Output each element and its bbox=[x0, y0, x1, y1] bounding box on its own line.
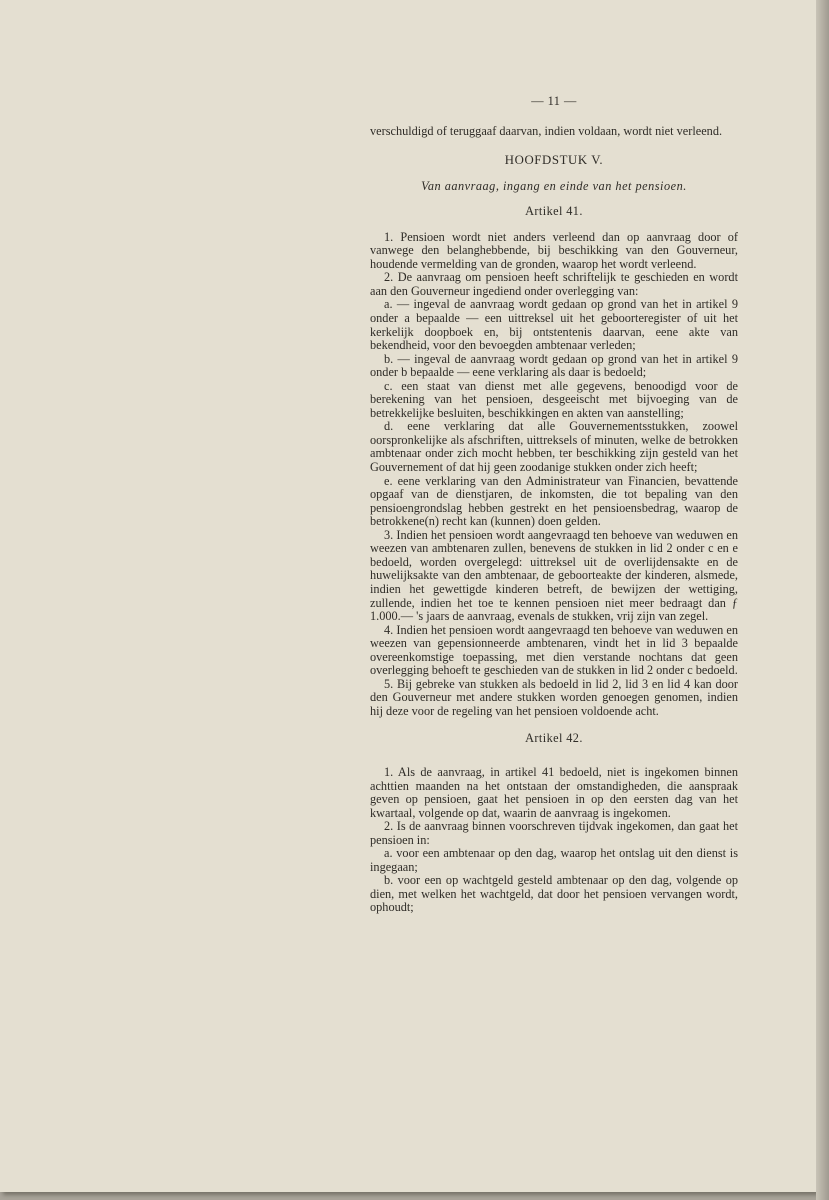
article-42-paragraph: 2. Is de aanvraag binnen voorschreven tijdvak ingekomen, dan gaat het pensioen in: bbox=[370, 819, 738, 847]
article-41-paragraph: a. — ingeval de aanvraag wordt gedaan op grond van het in artikel 9 onder a bepaalde — een uittreksel uit het geboorteregister of uit het kerkelijk doopboek en, bij ontstentenis daarvan, eene akte van bekendheid, voor den bevoegden ambtenaar verleden; bbox=[370, 297, 738, 353]
article-41-paragraph: c. een staat van dienst met alle gegevens, benoodigd voor de berekening van het pensioen, desgeeischt met bijvoeging van de betrekkelijke besluiten, beschikkingen en akten van aanstelling; bbox=[370, 378, 738, 420]
article-41-paragraph: 5. Bij gebreke van stukken als bedoeld in lid 2, lid 3 en lid 4 kan door den Gouverneur met andere stukken worden genoegen genomen, indien hij deze voor de regeling van het pensioen voldoende acht. bbox=[370, 676, 738, 718]
article-42-paragraph: b. voor een op wachtgeld gesteld ambtenaar op den dag, volgende op dien, met welken het wachtgeld, dat door het pensioen vervangen wordt, ophoudt; bbox=[370, 873, 738, 915]
article-41-paragraph: 4. Indien het pensioen wordt aangevraagd ten behoeve van weduwen en weezen van gepensionneerde ambtenaren, vindt het in lid 3 bepaalde overeenkomstige toepassing, met dien verstande nochtans dat geen overlegging behoeft te geschieden van de stukken in lid 2 onder c bedoeld. bbox=[370, 622, 738, 678]
text-column bbox=[370, 95, 738, 915]
page-number: — 11 — bbox=[531, 94, 577, 108]
opening-text: verschuldigd of teruggaaf daarvan, indien voldaan, wordt niet verleend. bbox=[370, 123, 723, 138]
article-41-paragraph: 1. Pensioen wordt niet anders verleend dan op aanvraag door of vanwege den belanghebbende, bij beschikking van den Gouverneur, houdende vermelding van de gronden, waarop het wordt verleend. bbox=[370, 229, 738, 271]
article-41-paragraph: d. eene verklaring dat alle Gouvernementsstukken, zoowel oorspronkelijke als afschriften, uittreksels of minuten, welke de betrokken ambtenaar onder zich mocht hebben, ter beschikking zijn gesteld van het Gouvernement of dat hij geen zoodanige stukken onder zich heeft; bbox=[370, 419, 738, 475]
article-42-paragraph: a. voor een ambtenaar op den dag, waarop het ontslag uit den dienst is ingegaan; bbox=[370, 846, 738, 874]
article-42-paragraph: 1. Als de aanvraag, in artikel 41 bedoeld, niet is ingekomen binnen achttien maanden na het ontstaan der omstandigheden, die aanspraak geven op pensioen, gaat het pensioen in op den eersten dag van het kwartaal, volgende op dat, waarin de aanvraag is ingekomen. bbox=[370, 764, 738, 820]
page-edge bbox=[816, 0, 829, 1200]
article-41-paragraph: b. — ingeval de aanvraag wordt gedaan op grond van het in artikel 9 onder b bepaalde — eene verklaring als daar is bedoeld; bbox=[370, 351, 738, 380]
article-41-paragraph: e. eene verklaring van den Administrateur van Financien, bevattende opgaaf van de dienstjaren, de inkomsten, die tot bepaling van den pensioengrondslag hebben gestrekt en het pensioensbedrag, waarop de betrokkene(n) recht kan (kunnen) doen gelden. bbox=[370, 473, 738, 529]
chapter-subtitle: Van aanvraag, ingang en einde van het pensioen. bbox=[421, 178, 687, 193]
article-42-title: Artikel 42. bbox=[525, 731, 583, 746]
article-41-paragraph: 2. De aanvraag om pensioen heeft schriftelijk te geschieden en wordt aan den Gouverneur ingediend onder overlegging van: bbox=[370, 270, 738, 298]
chapter-title: HOOFDSTUK V. bbox=[504, 153, 604, 168]
article-41-title: Artikel 41. bbox=[525, 204, 583, 219]
article-41-paragraph: 3. Indien het pensioen wordt aangevraagd ten behoeve van weduwen en weezen van ambtenaren zullen, benevens de stukken in lid 2 onder c en e bedoeld, worden overgelegd: uittreksel uit de overlijdensakte en de huwelijksakte van den ambtenaar, de geboorteakte der kinderen, alsmede, indien het gewettigde kinderen betreft, de bewijzen der wettiging, zullende, indien het toe te kennen pensioen niet meer bedraagt dan ƒ 1.000.— 's jaars de aanvraag, evenals de stukken, vrij zijn van zegel. bbox=[370, 527, 738, 624]
